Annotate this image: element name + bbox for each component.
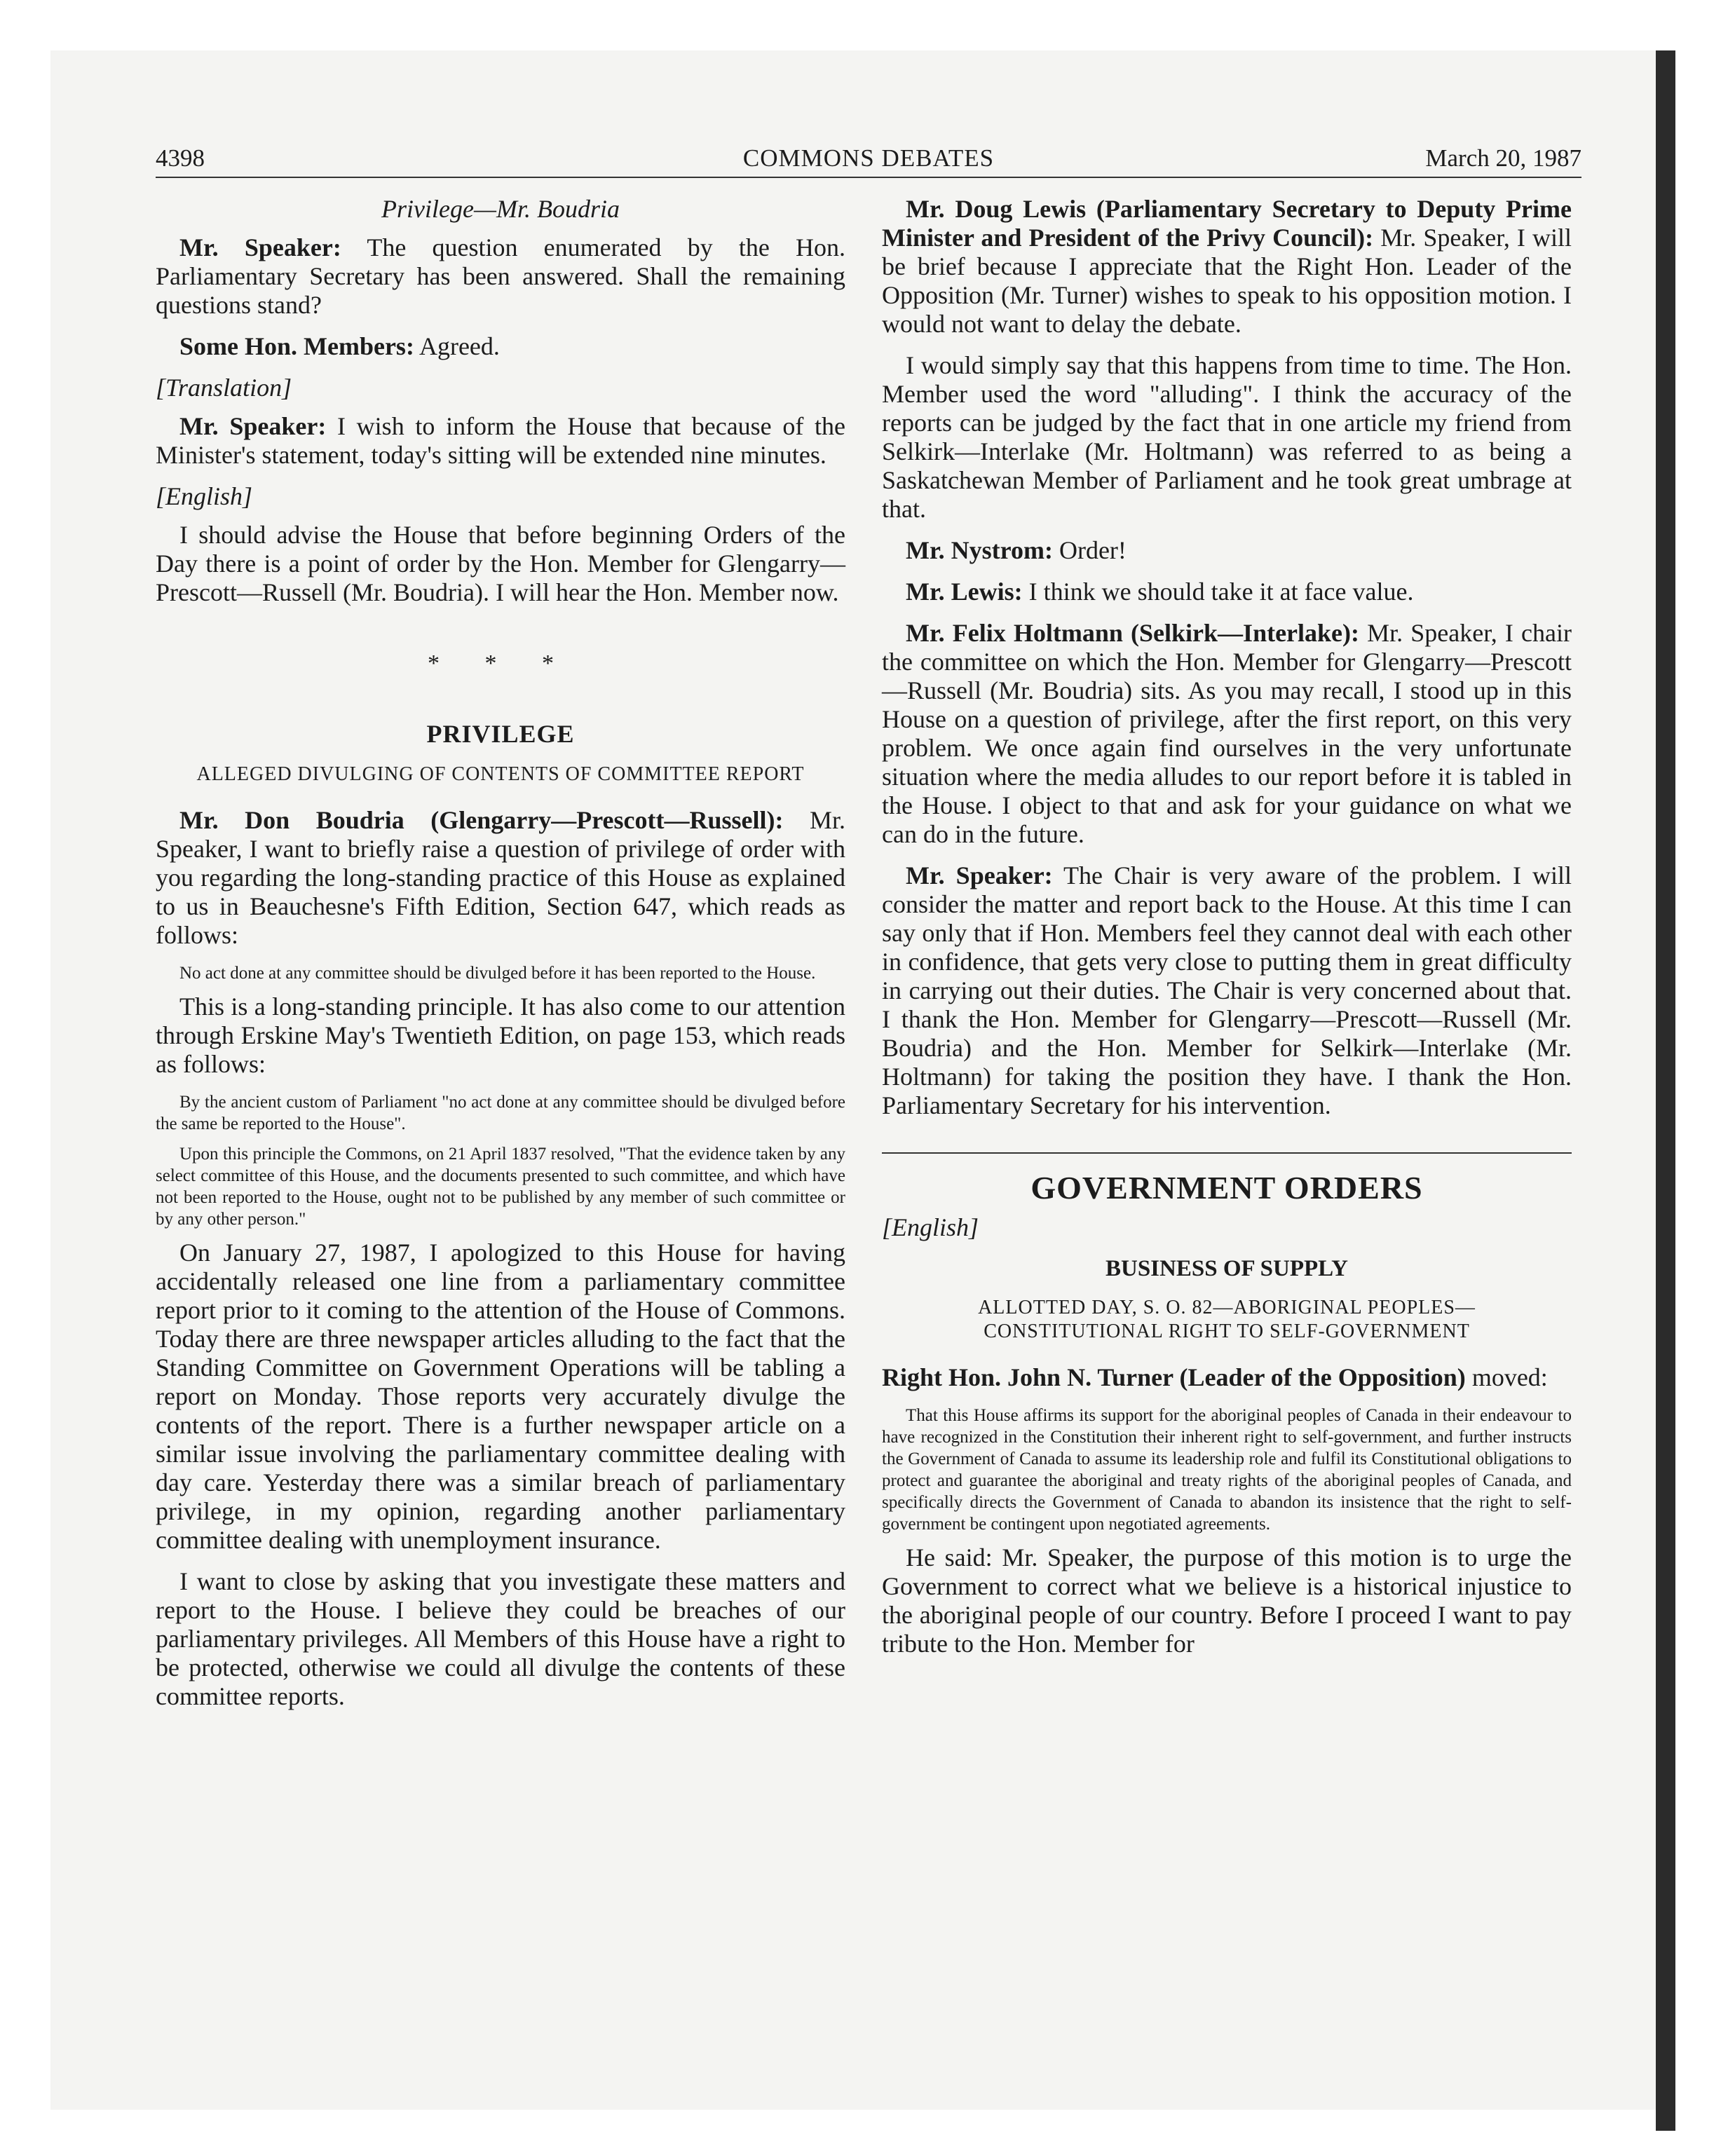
speech-text: Mr. Speaker, I want to briefly raise a question of privilege of order with you regarding the long-standing practice of this House as explained to us in Beauchesne's Fifth Edition, Section 647, which reads as follows: (156, 806, 845, 949)
right-column (882, 195, 1572, 1671)
page-date: March 20, 1987 (1425, 144, 1581, 172)
paragraph: I want to close by asking that you investigate these matters and report to the House. I believe they could be breaches of our parliamentary privileges. All Members of this House have a right to be protected, otherwise we could all divulge the contents of these committee reports. (156, 1567, 845, 1710)
paragraph (882, 1363, 1572, 1392)
block-quote: Upon this principle the Commons, on 21 April 1837 resolved, "That the evidence taken by any select committee of this House, and the documents presented to such committee, and which have not been reported to the House, ought not to be published by any member of such committee or by any other person." (156, 1145, 845, 1229)
paragraph (882, 536, 1572, 565)
speech-text: The question enumerated by the Hon. Parliamentary Secretary has been answered. Shall the remaining questions stand? (156, 233, 845, 319)
speech-text: Agreed. (414, 332, 500, 360)
speaker-name: Mr. Lewis: (906, 578, 1023, 606)
section-separator: * * * (428, 650, 573, 676)
order-title (882, 1296, 1572, 1344)
page-header (156, 144, 1581, 178)
paragraph: I should advise the House that before beginning Orders of the Day there is a point of order by the Hon. Member for Glengarry—Prescott—Russell (Mr. Boudria). I will hear the Hon. Member now. (156, 521, 845, 606)
order-title-line: ALLOTTED DAY, S. O. 82—ABORIGINAL PEOPLES— (978, 1297, 1476, 1318)
paragraph (156, 332, 845, 361)
left-column (156, 195, 845, 1724)
speaker-name: Some Hon. Members: (179, 332, 414, 360)
paragraph (156, 233, 845, 320)
paragraph (156, 412, 845, 470)
speaker-name: Mr. Speaker: (906, 861, 1053, 889)
speaker-name: Mr. Speaker: (179, 412, 327, 440)
block-quote: No act done at any committee should be divulged before it has been reported to the House. (179, 964, 816, 983)
running-head: Privilege—Mr. Boudria (381, 195, 620, 223)
speech-text: Order! (1052, 536, 1127, 564)
speaker-name: Mr. Speaker: (179, 233, 341, 261)
block-quote: By the ancient custom of Parliament "no act done at any committee should be divulged before the same be reported to the House". (156, 1093, 845, 1133)
speech-text: Mr. Speaker, I chair the committee on which the Hon. Member for Glengarry—Prescott—Russell (Mr. Boudria) sits. As you may recall, I stood up in this House on a question of privilege, after the first report, on this very problem. We once again find ourselves in the very unfortunate situation where the media alludes to our report before it is tabled in the House. I object to that and ask for your guidance on what we can do in the future. (882, 619, 1572, 848)
language-marker: [English] (882, 1213, 979, 1241)
paragraph (882, 578, 1572, 606)
speech-text: I think we should take it at face value. (1022, 578, 1414, 606)
order-title-line: CONSTITUTIONAL RIGHT TO SELF-GOVERNMENT (984, 1321, 1470, 1342)
speaker-name: Mr. Nystrom: (906, 536, 1053, 564)
section-rule (882, 1152, 1572, 1154)
section-heading: GOVERNMENT ORDERS (1030, 1170, 1423, 1206)
section-heading: PRIVILEGE (426, 720, 575, 748)
scan-edge-bar (1656, 50, 1675, 2131)
section-subheading: BUSINESS OF SUPPLY (1105, 1256, 1348, 1281)
speaker-name: Mr. Felix Holtmann (Selkirk—Interlake): (906, 619, 1360, 647)
speech-text: I wish to inform the House that because of the Minister's statement, today's sitting will be extended nine minutes. (156, 412, 845, 469)
speech-text: The Chair is very aware of the problem. I will consider the matter and report back to the House. At this time I can say only that if Hon. Members feel they cannot deal with each other in confidence, that gets very close to putting them in great difficulty in carrying out their duties. The Chair is very concerned about that. I thank the Hon. Member for Glengarry—Prescott—Russell (Mr. Boudria) and the Hon. Member for Selkirk—Interlake (Mr. Holtmann) for taking the position they have. I thank the Hon. Parliamentary Secretary for his intervention. (882, 861, 1572, 1119)
speech-text: Mr. Speaker, I will be brief because I appreciate that the Right Hon. Leader of the Opposition (Mr. Turner) wishes to speak to his opposition motion. I would not want to delay the debate. (882, 224, 1572, 338)
speaker-name: Mr. Doug Lewis (Parliamentary Secretary to Deputy Prime Minister and President of the Privy Council): (882, 195, 1572, 252)
language-marker: [English] (156, 482, 253, 510)
paragraph: This is a long-standing principle. It has also come to our attention through Erskine May's Twentieth Edition, on page 153, which reads as follows: (156, 992, 845, 1078)
speech-text: moved: (1465, 1363, 1548, 1391)
publication-title: COMMONS DEBATES (742, 144, 995, 172)
paragraph: On January 27, 1987, I apologized to this House for having accidentally released one line from a parliamentary committee report prior to it coming to the attention of the House of Commons. Today there are three newspaper articles alluding to the fact that the Standing Committee on Government Operations will be tabling a report on Monday. Those reports very accurately divulge the contents of the report. There is a further newspaper article on a similar issue involving the parliamentary committee dealing with day care. Yesterday there was a similar breach of parliamentary privilege, in my opinion, regarding another parliamentary committee dealing with unemployment insurance. (156, 1239, 845, 1554)
speaker-name: Mr. Don Boudria (Glengarry—Prescott—Russell): (179, 806, 784, 834)
paragraph: He said: Mr. Speaker, the purpose of this motion is to urge the Government to correct what we believe is a historical injustice to the aboriginal people of our country. Before I proceed I want to pay tribute to the Hon. Member for (882, 1543, 1572, 1658)
paragraph (882, 195, 1572, 339)
page-number: 4398 (156, 144, 205, 172)
motion-text: That this House affirms its support for the aboriginal peoples of Canada in their endeavour to have recognized in the Constitution their inherent right to self-government, and further instructs the Government of Canada to assume its leadership role and fulfil its Constitutional obligations to protect and guarantee the aboriginal and treaty rights of the aboriginal peoples of Canada, and specifically directs the Government of Canada to abandon its insistence that the right to self-government be contingent upon negotiated agreements. (882, 1406, 1572, 1534)
section-subheading: ALLEGED DIVULGING OF CONTENTS OF COMMITTEE REPORT (196, 763, 805, 785)
paragraph (156, 806, 845, 950)
paragraph: I would simply say that this happens from time to time. The Hon. Member used the word "alluding". I think the accuracy of the reports can be judged by the fact that in one article my friend from Selkirk—Interlake (Mr. Holtmann) was referred to as being a Saskatchewan Member of Parliament and he took great umbrage at that. (882, 351, 1572, 523)
paragraph (882, 619, 1572, 849)
language-marker: [Translation] (156, 374, 292, 402)
paragraph (882, 861, 1572, 1120)
speaker-name: Right Hon. John N. Turner (Leader of the Opposition) (882, 1363, 1466, 1391)
